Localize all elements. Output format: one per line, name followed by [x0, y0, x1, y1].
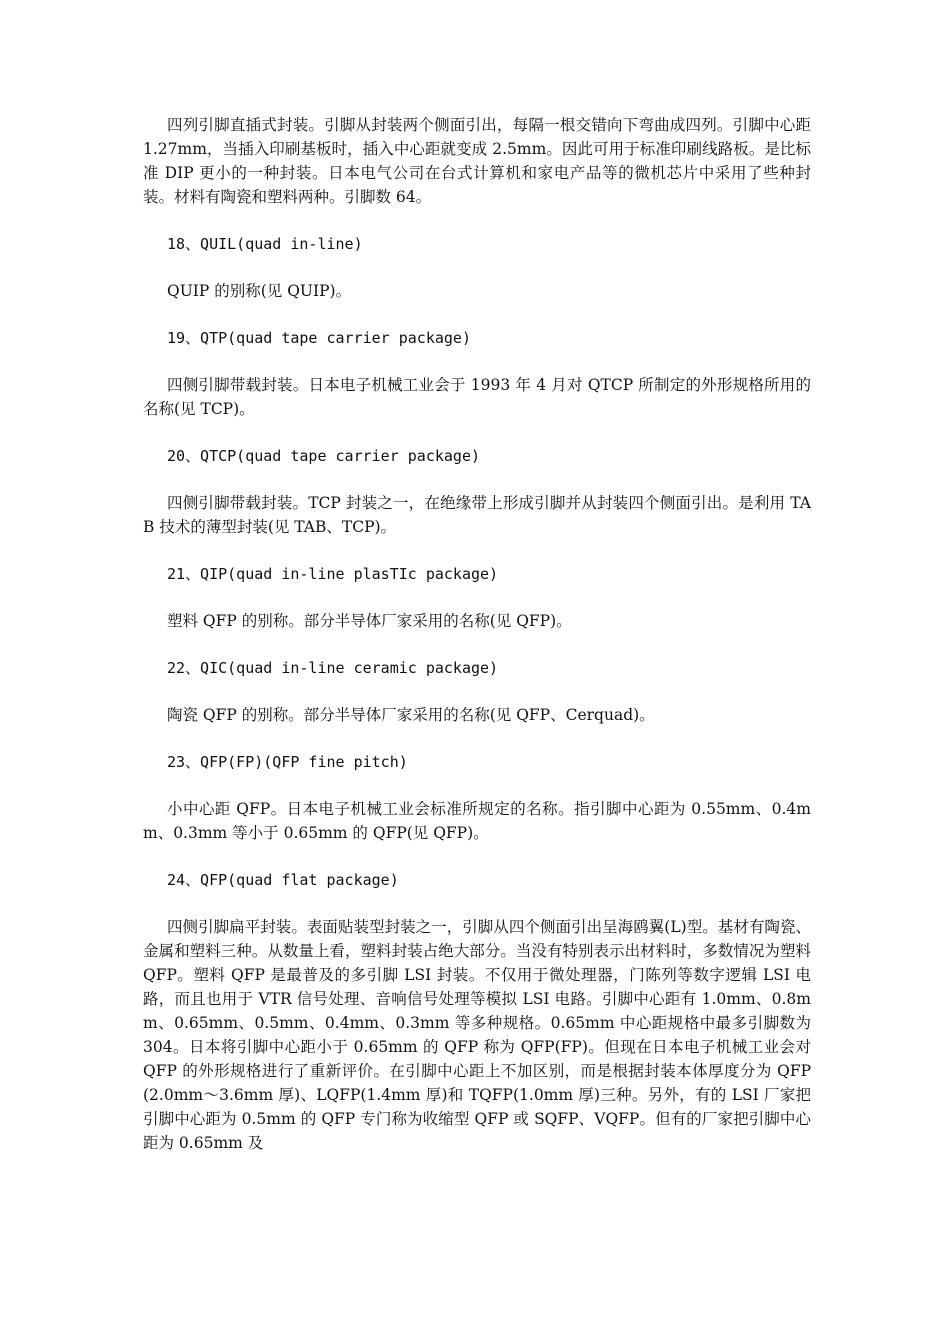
paragraph-qip: 塑料 QFP 的别称。部分半导体厂家采用的名称(见 QFP)。	[167, 612, 572, 630]
section-heading-20: 20、QTCP(quad tape carrier package)	[167, 447, 481, 465]
section-heading-18: 18、QUIL(quad in-line)	[167, 235, 363, 253]
paragraph-qic: 陶瓷 QFP 的别称。部分半导体厂家采用的名称(见 QFP、Cerquad)。	[167, 706, 655, 724]
paragraph-qtp: 四侧引脚带载封装。日本电子机械工业会于 1993 年 4 月对 QTCP 所制定的外形规格所用的名称(见 TCP)。	[143, 376, 811, 418]
paragraph-qfp-fp: 小中心距 QFP。日本电子机械工业会标准所规定的名称。指引脚中心距为 0.55mm、0.4mm、0.3mm 等小于 0.65mm 的 QFP(见 QFP)。	[143, 800, 811, 842]
section-heading-19: 19、QTP(quad tape carrier package)	[167, 329, 471, 347]
paragraph-quil: QUIP 的别称(见 QUIP)。	[167, 282, 352, 300]
paragraph-qfp: 四侧引脚扁平封装。表面贴装型封装之一，引脚从四个侧面引出呈海鸥翼(L)型。基材有陶瓷、金属和塑料三种。从数量上看，塑料封装占绝大部分。当没有特别表示出材料时，多数情况为塑料 QFP。塑料 QFP 是最普及的多引脚 LSI 封装。不仅用于微处理器，门陈列等数字逻辑 LSI 电路，而且也用于 VTR 信号处理、音响信号处理等模拟 LSI 电路。引脚中心距有 1.0mm、0.8mm、0.65mm、0.5mm、0.4mm、0.3mm 等多种规格。0.65mm 中心距规格中最多引脚数为 304。日本将引脚中心距小于 0.65mm 的 QFP 称为 QFP(FP)。但现在日本电子机械工业会对 QFP 的外形规格进行了重新评价。在引脚中心距上不加区别，而是根据封装本体厚度分为 QFP(2.0mm～3.6mm 厚)、LQFP(1.4mm 厚)和 TQFP(1.0mm 厚)三种。另外，有的 LSI 厂家把引脚中心距为 0.5mm 的 QFP 专门称为收缩型 QFP 或 SQFP、VQFP。但有的厂家把引脚中心距为 0.65mm 及	[143, 918, 811, 1152]
section-heading-23: 23、QFP(FP)(QFP fine pitch)	[167, 753, 408, 771]
section-heading-21: 21、QIP(quad in-line plasTIc package)	[167, 565, 499, 583]
document-body	[143, 113, 811, 1178]
paragraph-qtcp: 四侧引脚带载封装。TCP 封装之一，在绝缘带上形成引脚并从封装四个侧面引出。是利用 TAB 技术的薄型封装(见 TAB、TCP)。	[143, 494, 811, 536]
section-heading-24: 24、QFP(quad flat package)	[167, 871, 399, 889]
paragraph-quad-inline-intro: 四列引脚直插式封装。引脚从封装两个侧面引出，每隔一根交错向下弯曲成四列。引脚中心距 1.27mm，当插入印刷基板时，插入中心距就变成 2.5mm。因此可用于标准印刷线路板。是比标准 DIP 更小的一种封装。日本电气公司在台式计算机和家电产品等的微机芯片中采用了些种封装。材料有陶瓷和塑料两种。引脚数 64。	[143, 116, 811, 206]
section-heading-22: 22、QIC(quad in-line ceramic package)	[167, 659, 499, 677]
